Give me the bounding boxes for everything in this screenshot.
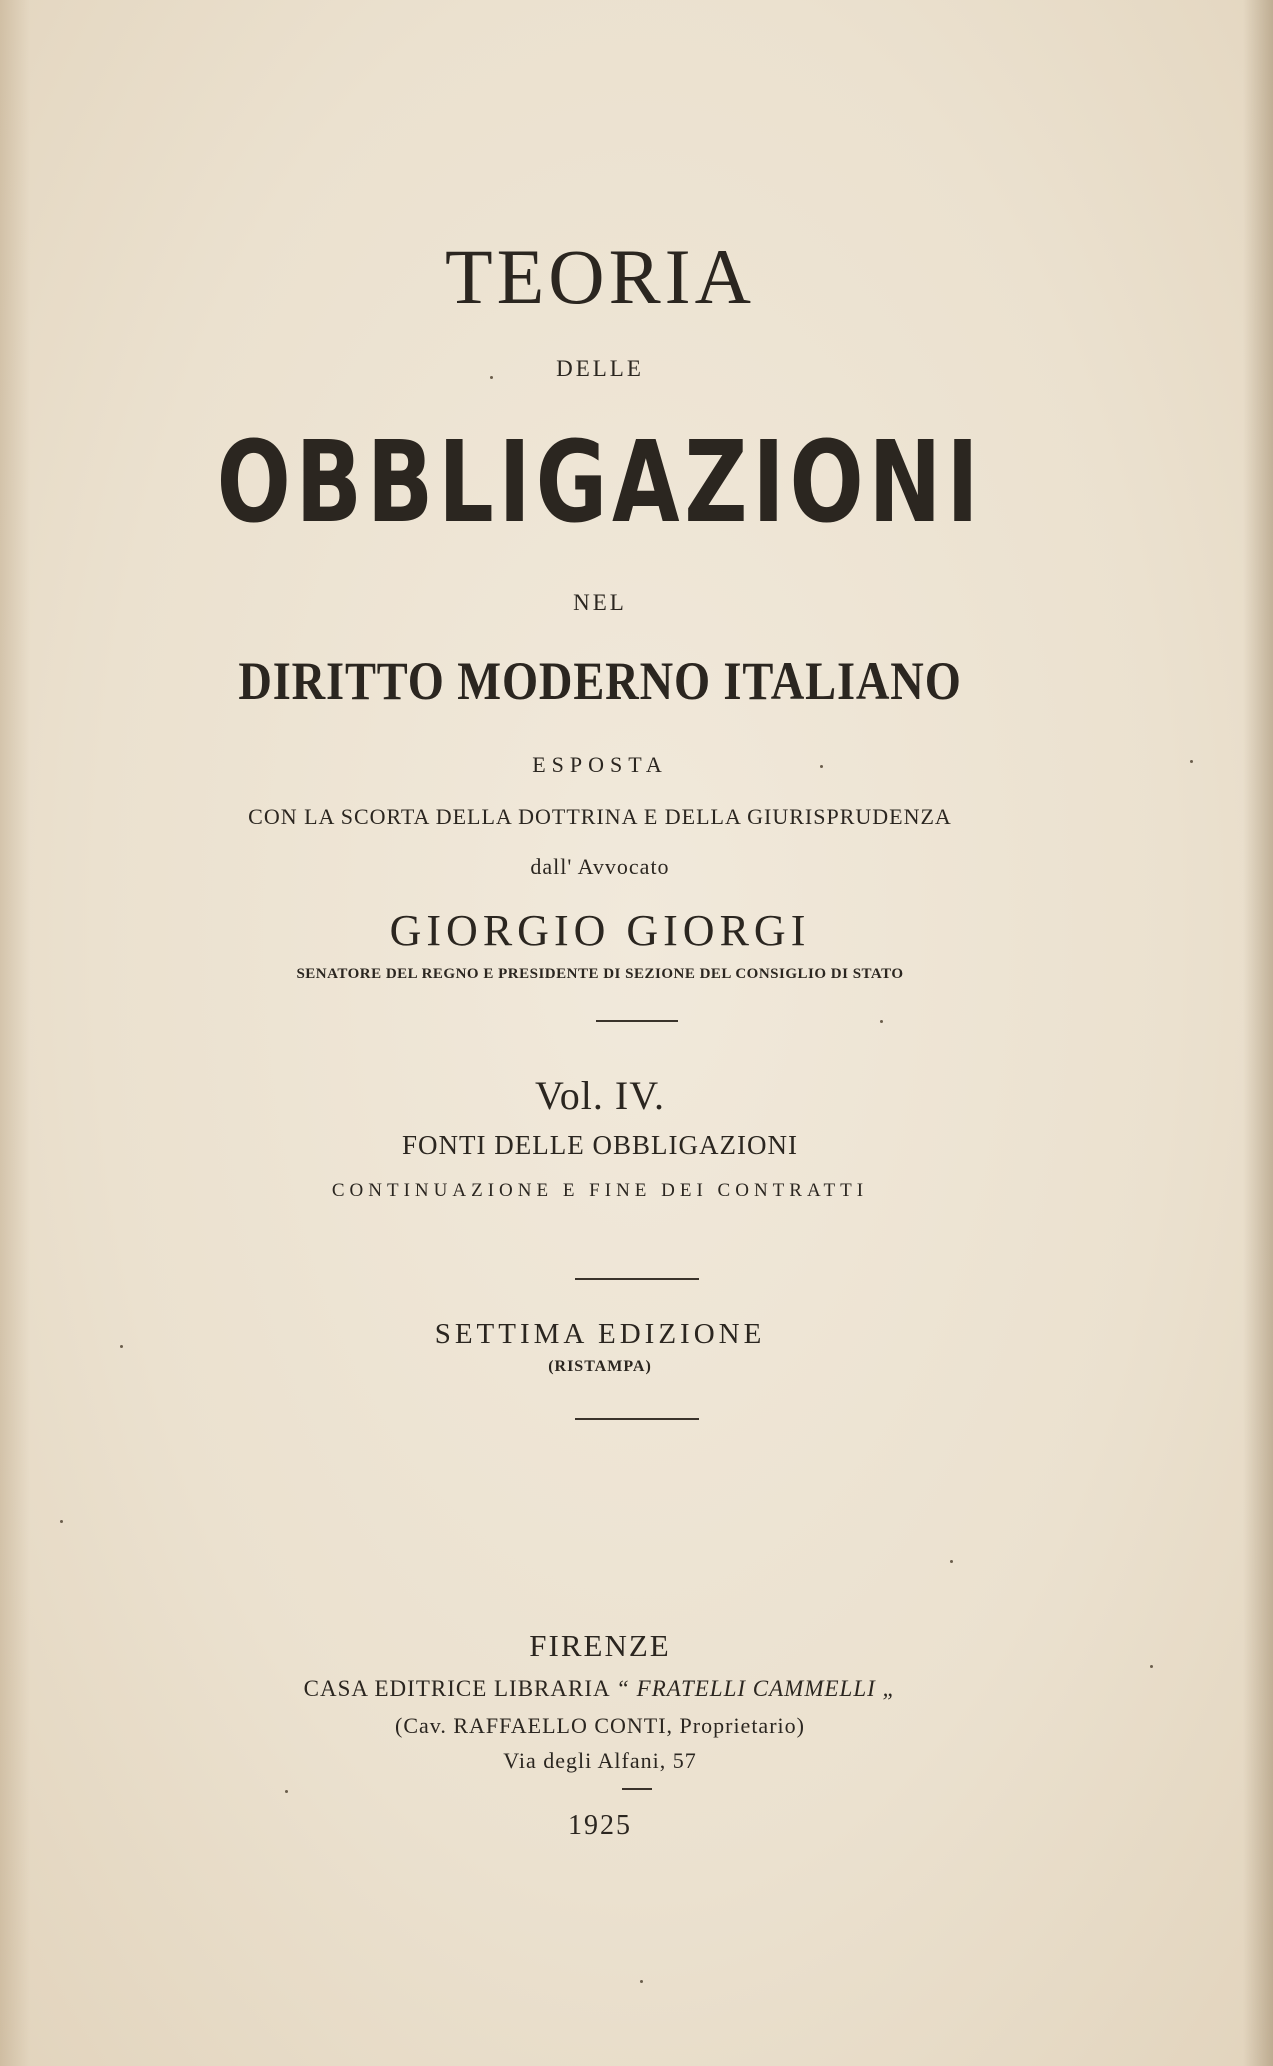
volume-number: Vol. IV. <box>535 1073 665 1118</box>
paper-speck <box>880 1020 883 1023</box>
esposta-text: ESPOSTA <box>532 752 668 777</box>
divider-rule <box>575 1418 699 1420</box>
imprint-address: Via degli Alfani, 57 <box>503 1748 697 1773</box>
paper-speck <box>640 1980 643 1983</box>
paper-speck <box>1190 760 1193 763</box>
edition-note: (RISTAMPA) <box>548 1358 652 1375</box>
divider-rule <box>575 1278 699 1280</box>
author-role: SENATORE DEL REGNO E PRESIDENTE DI SEZIONE DEL CONSIGLIO DI STATO <box>296 966 904 982</box>
dall-avvocato-text: dall' Avvocato <box>530 854 670 879</box>
paper-speck <box>950 1560 953 1563</box>
title-nel: NEL <box>573 590 627 615</box>
title-diritto: DIRITTO MODERNO ITALIANO <box>238 651 962 711</box>
paper-speck <box>1150 1665 1153 1668</box>
imprint-proprietor: (Cav. RAFFAELLO CONTI, Proprietario) <box>395 1713 805 1738</box>
divider-rule <box>622 1788 652 1790</box>
publisher-prefix: CASA EDITRICE LIBRARIA <box>303 1676 617 1701</box>
imprint-year: 1925 <box>568 1810 632 1841</box>
divider-rule <box>596 1020 678 1022</box>
volume-subject: FONTI DELLE OBBLIGAZIONI <box>402 1130 798 1160</box>
paper-speck <box>820 765 823 768</box>
edition-label: SETTIMA EDIZIONE <box>434 1318 766 1350</box>
paper-speck <box>120 1345 123 1348</box>
title-delle: DELLE <box>556 356 644 381</box>
imprint-publisher <box>0 1676 1200 1702</box>
volume-subtitle: CONTINUAZIONE E FINE DEI CONTRATTI <box>331 1180 869 1201</box>
publisher-name: “ FRATELLI CAMMELLI „ <box>616 1676 897 1701</box>
author-name: GIORGIO GIORGI <box>389 906 811 955</box>
paper-speck <box>285 1790 288 1793</box>
title-obbligazioni: OBBLIGAZIONI <box>216 418 984 548</box>
con-la-scorta-text: CON LA SCORTA DELLA DOTTRINA E DELLA GIURISPRUDENZA <box>248 804 952 829</box>
paper-speck <box>60 1520 63 1523</box>
paper-speck <box>490 376 493 379</box>
imprint-city: FIRENZE <box>529 1628 671 1663</box>
page-edge-right <box>1243 0 1273 2066</box>
title-teoria: TEORIA <box>445 233 755 320</box>
